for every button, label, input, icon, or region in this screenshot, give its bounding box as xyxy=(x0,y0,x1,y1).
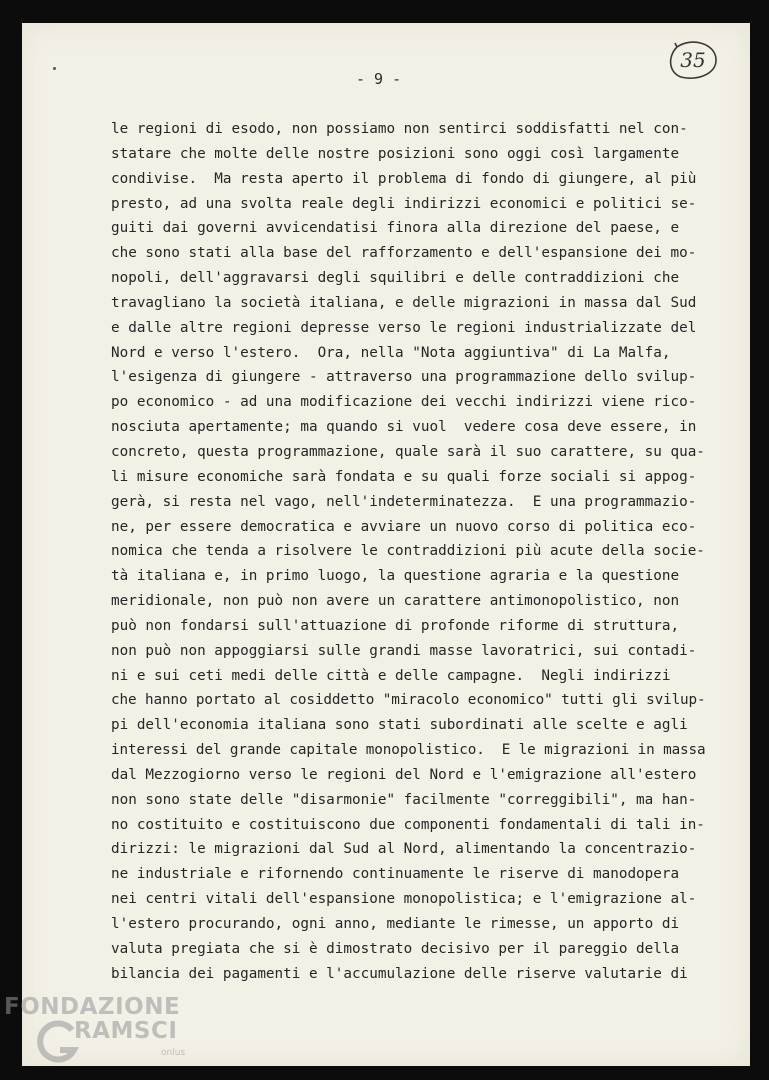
text-line: ni e sui ceti medi delle città e delle campagne. Negli indirizzi xyxy=(111,667,671,684)
text-line: no costituito e costituiscono due componenti fondamentali di tali in- xyxy=(111,816,705,833)
text-line: tà italiana e, in primo luogo, la questione agraria e la questione xyxy=(111,568,680,585)
text-line: nopoli, dell'aggravarsi degli squilibri e delle contraddizioni che xyxy=(111,270,680,287)
text-line: interessi del grande capitale monopolistico. E le migrazioni in massa xyxy=(111,742,706,759)
text-line: non può non appoggiarsi sulle grandi masse lavoratrici, sui contadi- xyxy=(111,642,697,659)
text-line: può non fondarsi sull'attuazione di profonde riforme di struttura, xyxy=(111,617,680,634)
text-line: po economico - ad una modificazione dei vecchi indirizzi viene rico- xyxy=(111,394,697,411)
text-line: travagliano la società italiana, e delle migrazioni in massa dal Sud xyxy=(111,294,697,311)
text-line: condivise. Ma resta aperto il problema di fondo di giungere, al più xyxy=(111,170,697,187)
text-line: l'estero procurando, ogni anno, mediante le rimesse, un apporto di xyxy=(111,916,680,932)
fondazione-gramsci-watermark xyxy=(4,994,194,1074)
text-line: ne industriale e rifornendo continuamente le riserve di manodopera xyxy=(111,866,680,883)
text-line: bilancia dei pagamenti e l'accumulazione delle riserve valutarie di xyxy=(111,965,688,982)
text-line: valuta pregiata che si è dimostrato decisivo per il pareggio della xyxy=(111,940,680,957)
watermark-line2: RAMSCI xyxy=(74,1018,178,1044)
text-line: ne, per essere democratica e avviare un nuovo corso di politica eco- xyxy=(111,518,697,535)
text-line: dirizzi: le migrazioni dal Sud al Nord, alimentando la concentrazio- xyxy=(111,841,697,858)
text-line: nei centri vitali dell'espansione monopolistica; e l'emigrazione al- xyxy=(111,891,697,908)
folio-number: 35 xyxy=(680,48,706,72)
text-line: e dalle altre regioni depresse verso le regioni industrializzate del xyxy=(111,319,697,336)
text-line: che hanno portato al cosiddetto "miracolo economico" tutti gli svilup- xyxy=(111,692,706,709)
page-number: - 9 - xyxy=(356,70,402,88)
text-line: che sono stati alla base del rafforzamento e dell'espansione dei mo- xyxy=(111,245,697,262)
text-line: nosciuta apertamente; ma quando si vuol vedere cosa deve essere, in xyxy=(111,419,697,436)
text-line: non sono state delle "disarmonie" facilmente "correggibili", ma han- xyxy=(111,791,697,808)
text-line: guiti dai governi avvicendatisi finora alla direzione del paese, e xyxy=(111,220,680,237)
text-line: meridionale, non può non avere un carattere antimonopolistico, non xyxy=(111,593,680,610)
folio-stamp xyxy=(667,39,719,81)
text-line: presto, ad una svolta reale degli indirizzi economici e politici se- xyxy=(111,195,697,212)
watermark-line1: FONDAZIONE xyxy=(4,994,181,1020)
text-line: le regioni di esodo, non possiamo non sentirci soddisfatti nel con- xyxy=(111,121,688,137)
text-line: pi dell'economia italiana sono stati subordinati alle scelte e agli xyxy=(111,717,688,734)
text-line: li misure economiche sarà fondata e su quali forze sociali si appog- xyxy=(111,468,697,485)
text-line: nomica che tenda a risolvere le contraddizioni più acute della socie- xyxy=(111,543,705,560)
text-line: dal Mezzogiorno verso le regioni del Nord e l'emigrazione all'estero xyxy=(111,766,697,783)
text-line: l'esigenza di giungere - attraverso una programmazione dello svilup- xyxy=(111,369,697,386)
ink-speck xyxy=(53,67,56,70)
text-line: statare che molte delle nostre posizioni sono oggi così largamente xyxy=(111,145,680,162)
watermark-suffix: onlus xyxy=(161,1048,186,1058)
text-line: gerà, si resta nel vago, nell'indeterminatezza. E una programmazio- xyxy=(111,493,697,510)
typewritten-body xyxy=(111,117,706,987)
text-line: Nord e verso l'estero. Ora, nella "Nota aggiuntiva" di La Malfa, xyxy=(111,344,671,361)
text-line: concreto, questa programmazione, quale sarà il suo carattere, su qua- xyxy=(111,443,705,460)
